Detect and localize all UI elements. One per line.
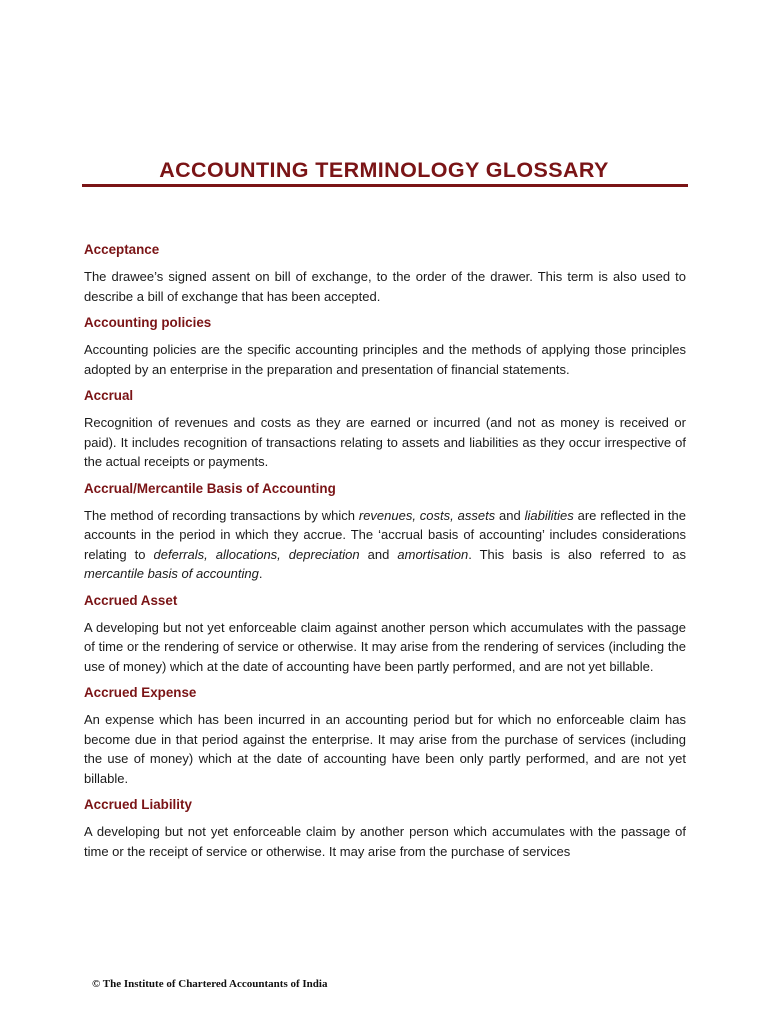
term-heading: Accrual <box>84 388 134 403</box>
definition-fragment-italic: amortisation <box>397 546 469 562</box>
glossary-entry-accrued-expense <box>84 683 686 788</box>
definition-fragment-italic: mercantile basis of accounting <box>84 566 259 581</box>
definition-fragment: . <box>258 566 263 581</box>
definition-fragment-italic: liabilities <box>524 507 574 523</box>
page-title: ACCOUNTING TERMINOLOGY GLOSSARY <box>159 158 609 182</box>
definition-fragment: . This basis is also referred to as <box>468 546 686 562</box>
term-heading: Accounting policies <box>84 315 212 330</box>
definition-fragment: are reflected in the accounts in the period in which they accrue. The ‘accrual basis of accounting’ includes considerations relating to <box>84 507 686 562</box>
glossary-entry-acceptance <box>84 240 686 306</box>
term-definition <box>84 506 686 584</box>
title-underline <box>82 184 688 187</box>
term-definition: The drawee’s signed assent on bill of exchange, to the order of the drawer. This term is also used to describe a bill of exchange that has been accepted. <box>84 269 686 304</box>
term-definition: Accounting policies are the specific accounting principles and the methods of applying those principles adopted by an enterprise in the preparation and presentation of financial statements. <box>84 342 686 377</box>
definition-fragment-italic: revenues, costs, assets <box>358 507 496 523</box>
term-definition: An expense which has been incurred in an accounting period but for which no enforceable claim has become due in that period against the enterprise. It may arise from the purchase of services (including the use of money) which at the date of accounting have been only partly performed, and are not yet billable. <box>84 712 686 786</box>
glossary-entry-accrued-liability <box>84 795 686 861</box>
definition-fragment-italic: deferrals, allocations, depreciation <box>153 546 360 562</box>
glossary-entry-accounting-policies <box>84 313 686 379</box>
term-heading: Accrual/Mercantile Basis of Accounting <box>84 480 336 496</box>
glossary-list <box>84 240 686 868</box>
term-heading: Accrued Liability <box>84 797 192 812</box>
glossary-entry-accrual <box>84 386 686 472</box>
term-definition: A developing but not yet enforceable claim by another person which accumulates with the passage of time or the receipt of service or otherwise. It may arise from the purchase of services <box>84 824 686 859</box>
definition-fragment: The method of recording transactions by which <box>84 507 359 523</box>
definition-fragment: and <box>495 507 525 523</box>
term-heading: Accrued Expense <box>84 685 197 700</box>
term-heading: Acceptance <box>84 242 160 257</box>
glossary-entry-accrual-mercantile-basis <box>84 479 686 584</box>
glossary-entry-accrued-asset <box>84 591 686 677</box>
term-definition: A developing but not yet enforceable claim against another person which accumulates with the passage of time or the rendering of service or otherwise. It may arise from the rendering of services (including the use of money) which at the date of accounting have been partly performed, and are not yet billable. <box>84 619 686 674</box>
term-heading: Accrued Asset <box>84 592 178 608</box>
definition-fragment: and <box>359 546 398 562</box>
term-definition: Recognition of revenues and costs as they are earned or incurred (and not as money is received or paid). It includes recognition of transactions relating to assets and liabilities as they occur irrespective of the actual receipts or payments. <box>84 415 686 469</box>
copyright-footer: © The Institute of Chartered Accountants of India <box>92 978 328 990</box>
